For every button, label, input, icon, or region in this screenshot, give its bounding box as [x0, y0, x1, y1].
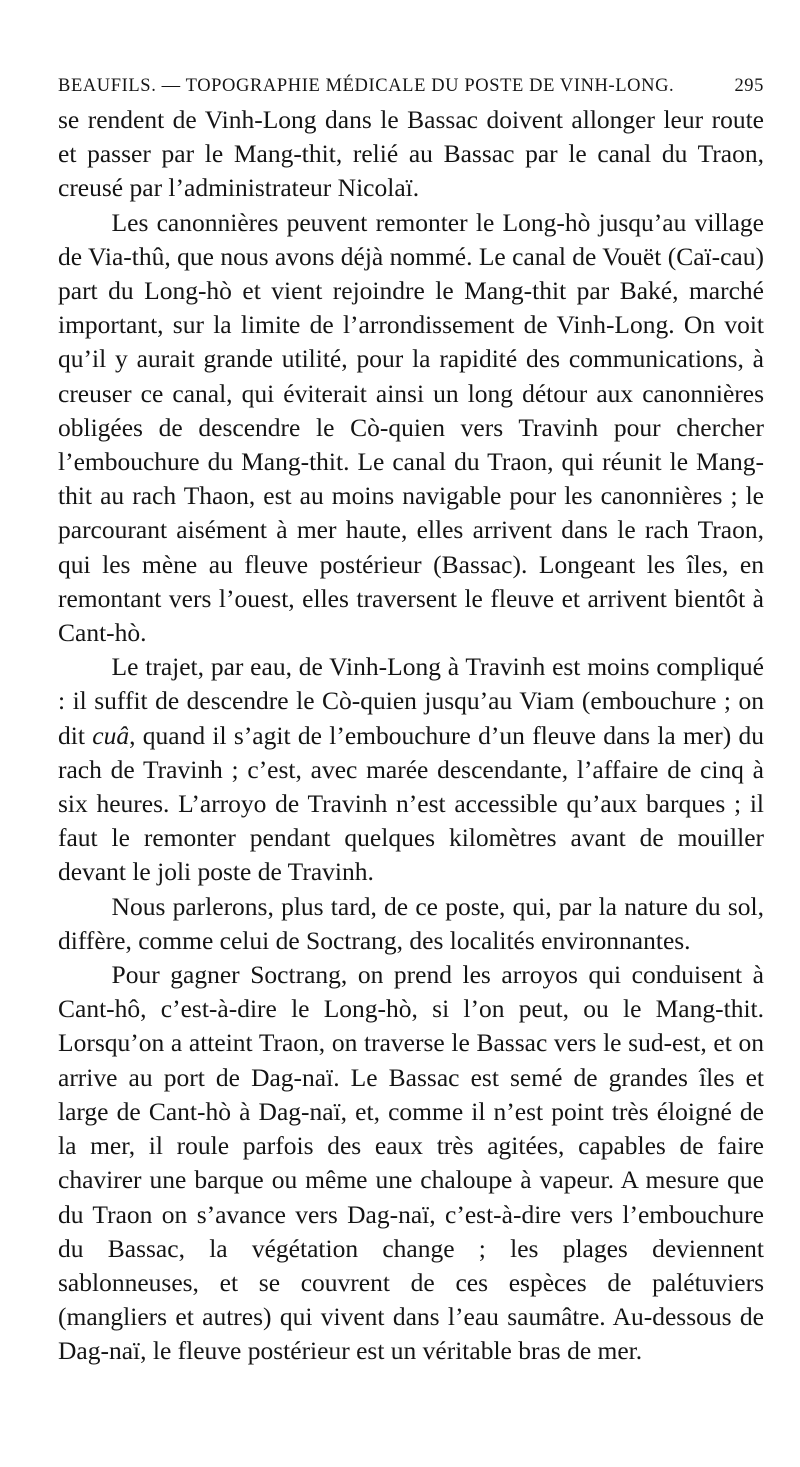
running-header-title: BEAUFILS. — TOPOGRAPHIE MÉDICALE DU POSTE DE VINH-LONG.	[58, 76, 675, 96]
body-text	[58, 103, 764, 1369]
paragraph-4: Nous parlerons, plus tard, de ce poste, qui, par la nature du sol, diffère, comme celui de Soctrang, des localités environnantes.	[58, 891, 764, 955]
paragraph-5: Pour gagner Soctrang, on prend les arroyos qui conduisent à Cant-hô, c’est-à-dire le Long-hò, si l’on peut, ou le Mang-thit. Lorsqu’on a atteint Traon, on traverse le Bassac vers le sud-est, et on arrive au port de Dag-naï. Le Bassac est semé de grandes îles et large de Cant-hò à Dag-naï, et, comme il n’est point très éloigné de la mer, il roule parfois des eaux très agitées, capables de faire chavirer une barque ou même une chaloupe à vapeur. A mesure que du Traon on s’avance vers Dag-naï, c’est-à-dire vers l’embouchure du Bassac, la végétation change ; les plages deviennent sablonneuses, et se couvrent de ces espèces de palétuviers (mangliers et autres) qui vivent dans l’eau saumâtre. Au-dessous de Dag-naï, le fleuve postérieur est un véritable bras de mer.	[58, 960, 764, 1366]
paragraph-1: se rendent de Vinh-Long dans le Bassac doivent allonger leur route et passer par le Mang-thit, relié au Bassac par le canal du Traon, creusé par l’administrateur Nicolaï.	[58, 105, 764, 203]
paragraph-3-italic-term: cuâ	[92, 720, 130, 750]
document-page	[58, 76, 764, 1369]
page-number: 295	[734, 76, 764, 96]
paragraph-3-text-before: Le trajet, par eau, de Vinh-Long à Travinh est moins compliqué : il suffit de descendre le Cò-quien jusqu’au Viam (embouchure ; on dit	[58, 652, 764, 750]
paragraph-3	[58, 650, 764, 889]
paragraph-2: Les canonnières peuvent remonter le Long-hò jusqu’au village de Via-thû, que nous avons déjà nommé. Le canal de Vouët (Caï-cau) part du Long-hò et vient rejoindre le Mang-thit par Baké, marché important, sur la limite de l’arrondissement de Vinh-Long. On voit qu’il y aurait grande utilité, pour la rapidité des communications, à creuser ce canal, qui éviterait ainsi un long détour aux canonnières obligées de descendre le Cò-quien vers Travinh pour chercher l’embouchure du Mang-thit. Le canal du Traon, qui réunit le Mang-thit au rach Thaon, est au moins navigable pour les canonnières ; le parcourant aisément à mer haute, elles arrivent dans le rach Traon, qui les mène au fleuve postérieur (Bassac). Longeant les îles, en remontant vers l’ouest, elles traversent le fleuve et arrivent bientôt à Cant-hò.	[58, 207, 764, 648]
running-header	[58, 76, 764, 97]
paragraph-3-text-after: , quand il s’agit de l’embouchure d’un fleuve dans la mer) du rach de Travinh ; c’est, avec marée descendante, l’affaire de cinq à six heures. L’arroyo de Travinh n’est accessible qu’aux barques ; il faut le remonter pendant quelques kilomètres avant de mouiller devant le joli poste de Travinh.	[58, 720, 764, 887]
